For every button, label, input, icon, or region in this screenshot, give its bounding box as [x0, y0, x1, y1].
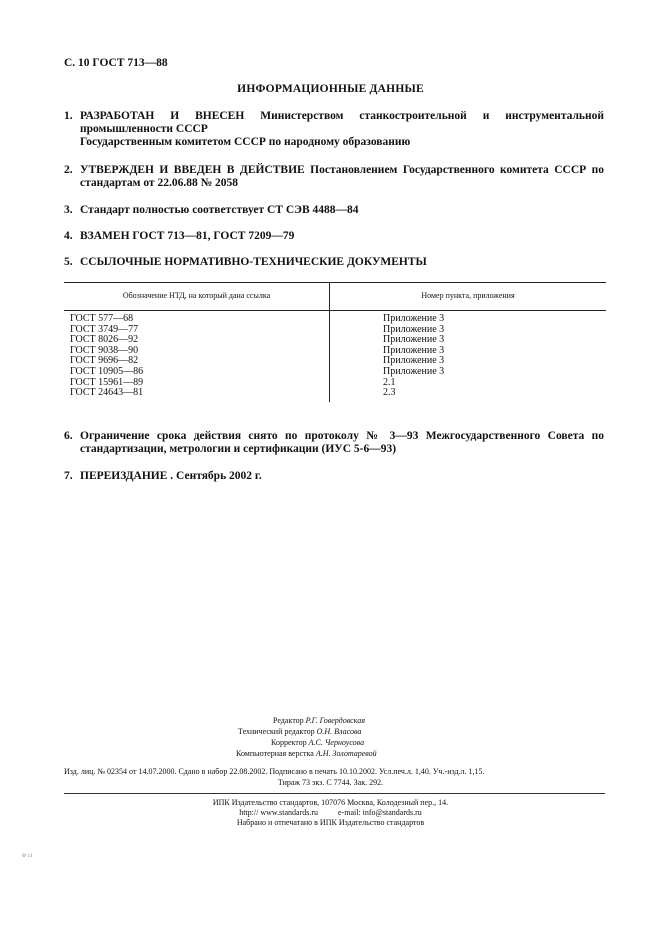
table-cell: Приложение 3	[330, 367, 607, 378]
page-header: С. 10 ГОСТ 713—88	[64, 57, 168, 69]
table-row	[64, 388, 606, 402]
table-row	[64, 367, 606, 378]
table-cell: ГОСТ 10905—86	[70, 365, 144, 377]
table-row	[64, 335, 606, 346]
credit-role: Компьютерная верстка	[236, 749, 314, 758]
credit-editor	[273, 716, 365, 725]
item-text: Ограничение срока действия снято по протоколу № 3—93 Межгосударственного Совета по стандартизации, метрологии и сертификации (ИУС 5-6—93)	[80, 430, 604, 455]
info-item-1	[64, 110, 604, 149]
info-item-6	[64, 430, 604, 456]
reference-documents-table	[64, 282, 606, 402]
credit-technical-editor	[238, 727, 361, 736]
info-item-4	[64, 230, 604, 243]
printing-note: Набрано и отпечатано в ИПК Издательство стандартов	[236, 818, 425, 827]
table-cell: Приложение 3	[330, 356, 607, 367]
column-header: Номер пункта, приложения	[330, 283, 607, 311]
print-run-info: Тираж 73 экз. С 7744. Зак. 292.	[277, 778, 384, 787]
credit-role: Редактор	[273, 716, 304, 725]
table-cell: Приложение 3	[330, 325, 607, 336]
info-item-3	[64, 204, 604, 217]
credit-proofreader	[271, 738, 364, 747]
table-cell: 2.1	[330, 378, 607, 389]
corner-mark: Ф 14	[22, 854, 33, 859]
credit-name: А.С. Черноусова	[308, 738, 365, 747]
credit-name: Р.Г. Говердовская	[305, 716, 365, 725]
credit-name: А.Н. Золотаревой	[315, 749, 377, 758]
credit-role: Технический редактор	[238, 727, 315, 736]
divider	[64, 793, 605, 794]
item-text: Стандарт полностью соответствует СТ СЭВ 4488—84	[80, 204, 359, 216]
table-cell: 2.3	[330, 388, 607, 402]
item-number: 4.	[64, 230, 73, 242]
credit-layout	[236, 749, 377, 758]
item-text: ВЗАМЕН ГОСТ 713—81, ГОСТ 7209—79	[80, 230, 295, 242]
table-cell: ГОСТ 8026—92	[70, 334, 139, 346]
item-text: ССЫЛОЧНЫЕ НОРМАТИВНО-ТЕХНИЧЕСКИЕ ДОКУМЕНТЫ	[80, 256, 427, 268]
table-row	[64, 325, 606, 336]
item-text: РАЗРАБОТАН И ВНЕСЕН Министерством станкостроительной и инструментальной промышленности СССР	[80, 110, 604, 135]
item-text: Государственным комитетом СССР по народному образованию	[80, 136, 411, 148]
table-row	[64, 311, 606, 325]
document-title: ИНФОРМАЦИОННЫЕ ДАННЫЕ	[237, 83, 424, 95]
item-number: 3.	[64, 204, 73, 216]
item-text: УТВЕРЖДЕН И ВВЕДЕН В ДЕЙСТВИЕ Постановлением Государственного комитета СССР по стандартам от 22.06.88 № 2058	[80, 164, 604, 189]
info-item-2	[64, 164, 604, 190]
info-item-7	[64, 470, 604, 483]
publication-info: Изд. лиц. № 02354 от 14.07.2000. Сдано в набор 22.08.2002. Подписано в печать 10.10.2002. Усл.печ.л. 1,40. Уч.-изд.л. 1,15.	[64, 767, 485, 776]
table-row	[64, 346, 606, 357]
item-number: 6.	[64, 430, 73, 442]
item-text: ПЕРЕИЗДАНИЕ . Сентябрь 2002 г.	[80, 470, 262, 482]
table-cell: ГОСТ 3749—77	[70, 323, 139, 335]
publisher-address: ИПК Издательство стандартов, 107076 Москва, Колодезный пер., 14.	[212, 798, 449, 807]
table-cell: ГОСТ 15961—89	[70, 376, 144, 388]
table-cell: Приложение 3	[330, 335, 607, 346]
publisher-contacts: http:// www.standards.ru e-mail: info@standards.ru	[239, 808, 422, 817]
table-cell: Приложение 3	[330, 311, 607, 325]
credit-role: Корректор	[271, 738, 307, 747]
column-header: Обозначение НТД, на который дана ссылка	[64, 283, 330, 311]
table-cell: ГОСТ 577—68	[70, 313, 134, 324]
item-number: 2.	[64, 164, 73, 176]
table-cell: ГОСТ 24643—81	[70, 387, 144, 399]
table-cell: Приложение 3	[330, 346, 607, 357]
item-number: 7.	[64, 470, 73, 482]
info-item-5	[64, 256, 604, 269]
table-row	[64, 378, 606, 389]
table-cell: ГОСТ 9038—90	[70, 344, 139, 356]
table-header-row	[64, 283, 606, 311]
table-row	[64, 356, 606, 367]
credit-name: О.Н. Власова	[316, 727, 362, 736]
item-number: 1.	[64, 110, 73, 122]
table-cell: ГОСТ 9696—82	[70, 355, 139, 367]
item-number: 5.	[64, 256, 73, 268]
